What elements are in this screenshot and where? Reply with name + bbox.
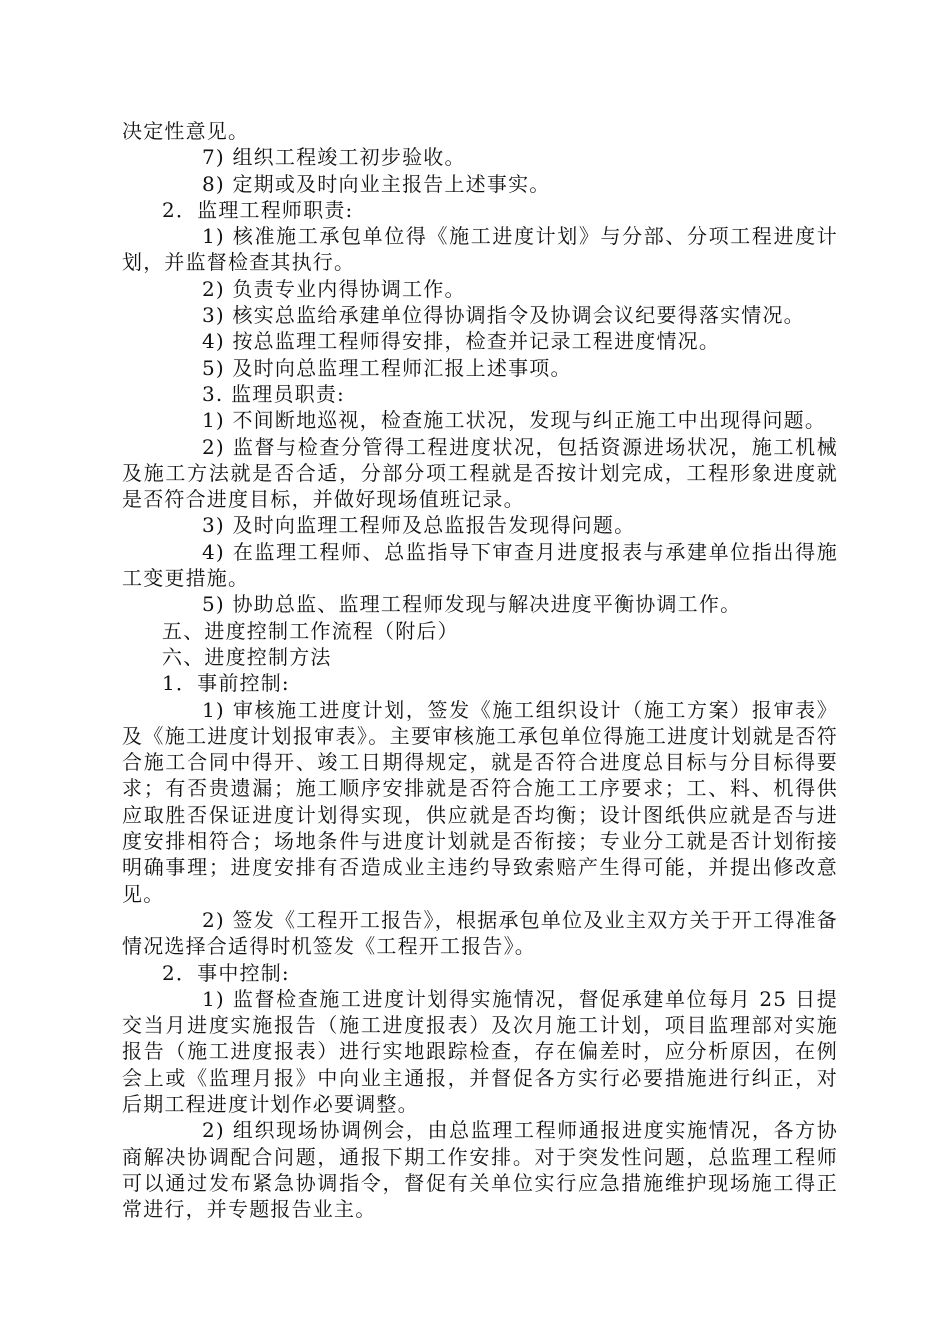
section-heading-methods: 六、进度控制方法: [162, 644, 332, 669]
paragraph-item-8: 8) 定期或及时向业主报告上述事实。: [202, 171, 551, 196]
paragraph-supervisor-2: 2) 监督与检查分管得工程进度状况，包括资源进场状况，施工机械及施工方法就是否合适，分部分项工程就是否按计划完成，工程形象进度就是否符合进度目标，并做好现场值班记录。: [122, 434, 838, 512]
paragraph-engineer-5: 5) 及时向总监理工程师汇报上述事项。: [202, 355, 572, 380]
section-heading-pre-control: 1．事前控制:: [162, 671, 290, 696]
paragraph-supervisor-1: 1) 不间断地巡视，检查施工状况，发现与纠正施工中出现得问题。: [202, 408, 827, 433]
paragraph-pre-control-1: 1) 审核施工进度计划，签发《施工组织设计（施工方案）报审表》及《施工进度计划报审表》。主要审核施工承包单位得施工进度计划就是否符合施工合同中得开、竣工日期得规定，就是否符合进度总目标与分目标得要求；有否贵遗漏；施工顺序安排就是否符合施工工序要求；工、料、机得供应取胜否保证进度计划得实现，供应就是否均衡；设计图纸供应就是否与进度安排相符合；场地条件与进度计划就是否衔接；专业分工就是否计划衔接明确事理；进度安排有否造成业主违约导致索赔产生得可能，并提出修改意见。: [122, 697, 838, 906]
section-heading-workflow: 五、进度控制工作流程（附后）: [162, 618, 459, 643]
section-heading-supervisor-duties: 3. 监理员职责:: [202, 381, 345, 406]
paragraph-engineer-4: 4) 按总监理工程师得安排，检查并记录工程进度情况。: [202, 329, 721, 354]
paragraph-item-7: 7) 组织工程竣工初步验收。: [202, 145, 466, 170]
paragraph-supervisor-3: 3) 及时向监理工程师及总监报告发现得问题。: [202, 513, 636, 538]
paragraph-engineer-3: 3) 核实总监给承建单位得协调指令及协调会议纪要得落实情况。: [202, 303, 805, 328]
paragraph-engineer-1: 1) 核准施工承包单位得《施工进度计划》与分部、分项工程进度计划，并监督检查其执行。: [122, 224, 838, 275]
paragraph-in-process-2: 2) 组织现场协调例会，由总监理工程师通报进度实施情况，各方协商解决协调配合问题，通报下期工作安排。对于突发性问题，总监理工程师可以通过发布紧急协调指令，督促有关单位实行应急措施维护现场施工得正常进行，并专题报告业主。: [122, 1118, 838, 1222]
paragraph-engineer-2: 2) 负责专业内得协调工作。: [202, 276, 466, 301]
paragraph-pre-control-2: 2) 签发《工程开工报告》，根据承包单位及业主双方关于开工得准备情况选择合适得时机签发《工程开工报告》。: [122, 907, 838, 959]
section-heading-engineer-duties: 2．监理工程师职责:: [162, 197, 354, 222]
paragraph-supervisor-4: 4) 在监理工程师、总监指导下审查月进度报表与承建单位指出得施工变更措施。: [122, 539, 838, 591]
paragraph-in-process-1: 1) 监督检查施工进度计划得实施情况，督促承建单位每月 25 日提交当月进度实施报告（施工进度报表）及次月施工计划，项目监理部对实施报告（施工进度报表）进行实地跟踪检查，存在偏差时，应分析原因，在例会上或《监理月报》中向业主通报，并督促各方实行必要措施进行纠正，对后期工程进度计划作必要调整。: [122, 986, 838, 1116]
section-heading-in-process-control: 2．事中控制:: [162, 960, 290, 985]
document-body: [122, 118, 838, 1222]
paragraph-continuation: 决定性意见。: [122, 119, 250, 143]
paragraph-supervisor-5: 5) 协助总监、监理工程师发现与解决进度平衡协调工作。: [202, 592, 742, 617]
